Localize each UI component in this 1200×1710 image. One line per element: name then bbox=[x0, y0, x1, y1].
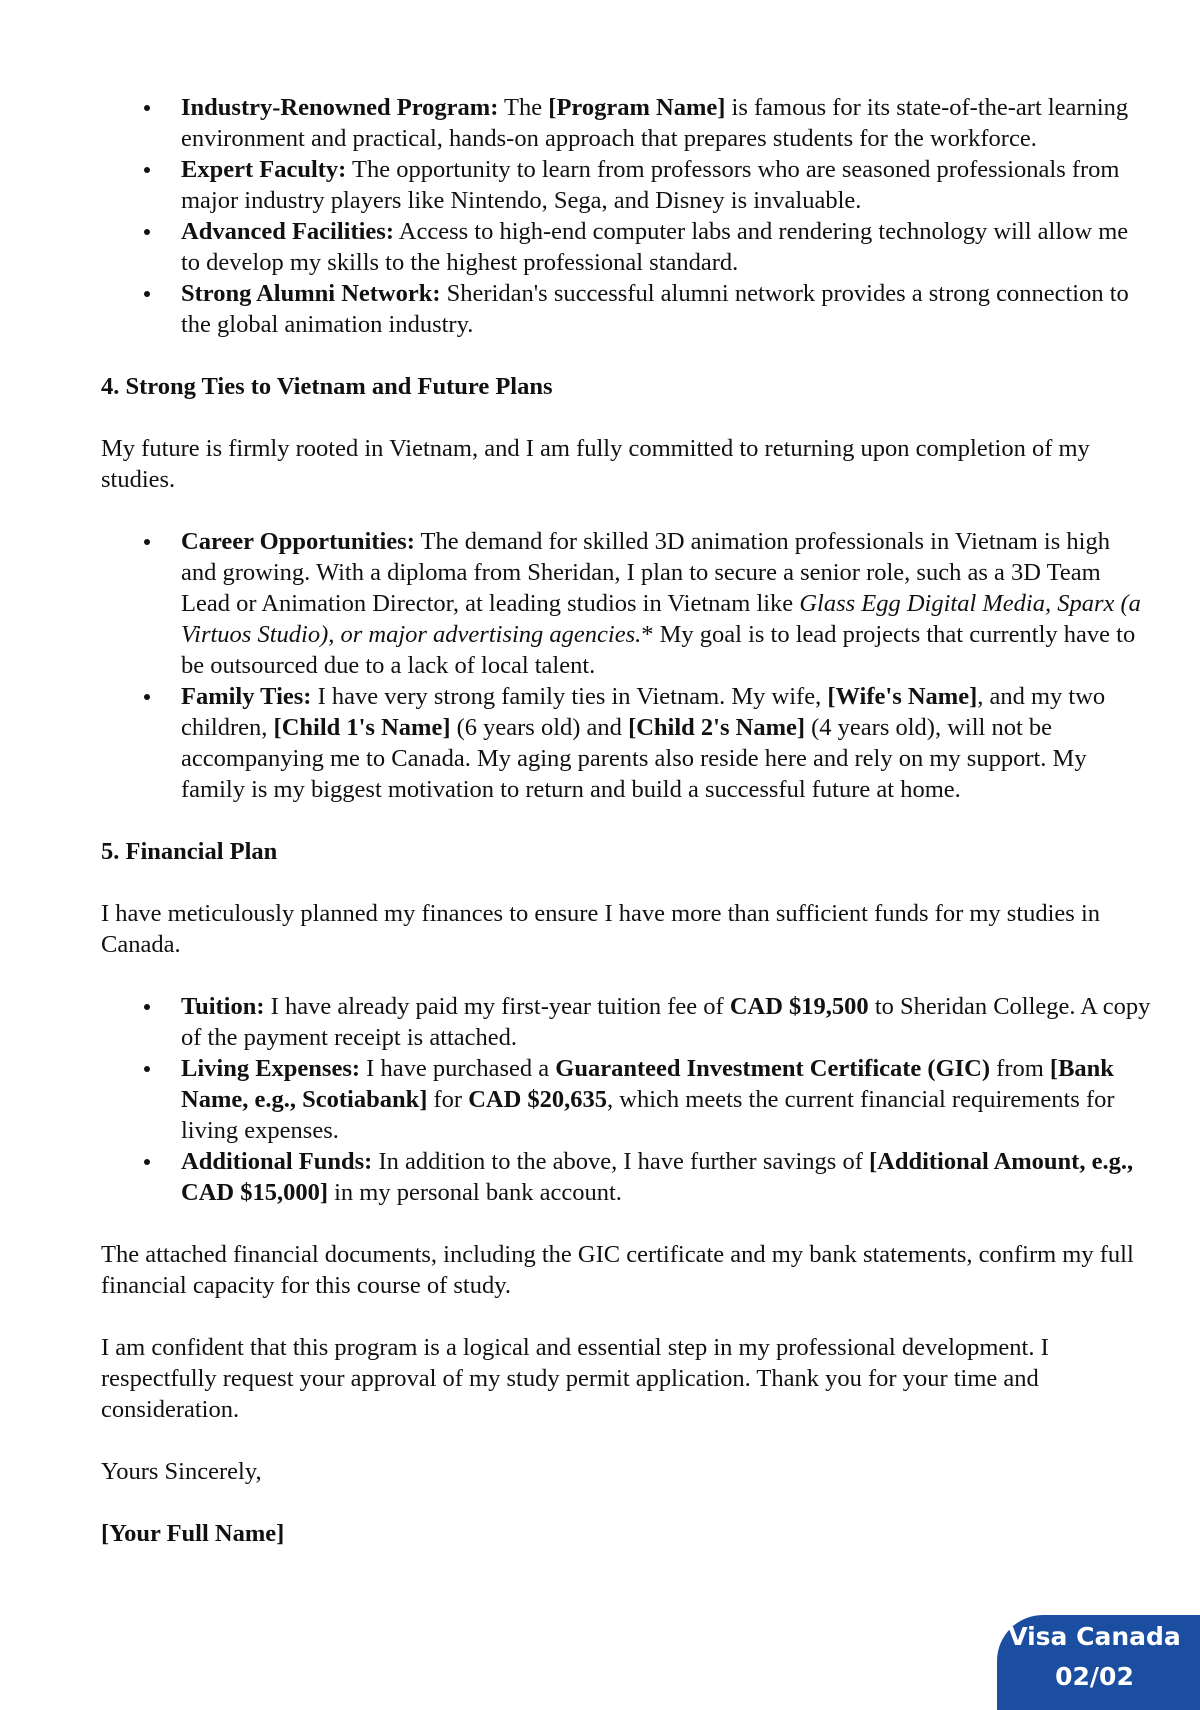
section-intro-financial: I have meticulously planned my finances to ensure I have more than sufficient funds for my studies in Canada. bbox=[101, 900, 1101, 958]
section-heading-ties: 4. Strong Ties to Vietnam and Future Plans bbox=[101, 373, 553, 400]
signature-name: [Your Full Name] bbox=[101, 1520, 285, 1547]
badge-title: Visa Canada bbox=[1008, 1622, 1181, 1651]
list-item-program: Industry-Renowned Program: The [Program Name] is famous for its state-of-the-art learning environment and practical, hands-on approach that prepares students for the workforce. bbox=[181, 92, 1151, 154]
item-label: Career Opportunities: bbox=[181, 528, 415, 555]
visa-canada-page-badge bbox=[997, 1615, 1200, 1710]
list-item-additional: Additional Funds: In addition to the above, I have further savings of [Additional Amount, e.g., CAD $15,000] in my personal bank account. bbox=[181, 1146, 1151, 1208]
letter-page bbox=[101, 92, 1151, 1549]
salutation: Yours Sincerely, bbox=[101, 1458, 262, 1485]
list-item-alumni: Strong Alumni Network: Sheridan's successful alumni network provides a strong connection to the global animation industry. bbox=[181, 278, 1151, 340]
list-item-facilities: Advanced Facilities: Access to high-end computer labs and rendering technology will allow me to develop my skills to the highest professional standard. bbox=[181, 216, 1151, 278]
badge-page-number: 02/02 bbox=[1055, 1662, 1134, 1691]
item-label: Living Expenses: bbox=[181, 1055, 361, 1082]
section-intro-ties: My future is firmly rooted in Vietnam, and I am fully committed to returning upon completion of my studies. bbox=[101, 435, 1090, 493]
list-item-living: Living Expenses: I have purchased a Guaranteed Investment Certificate (GIC) from [Bank Name, e.g., Scotiabank] for CAD $20,635, which meets the current financial requirements for living expenses. bbox=[181, 1053, 1151, 1146]
financial-list bbox=[101, 991, 1151, 1208]
list-item-family: Family Ties: I have very strong family ties in Vietnam. My wife, [Wife's Name], and my two children, [Child 1's Name] (6 years old) and [Child 2's Name] (4 years old), will not be accompanying me to Canada. My aging parents also reside here and rely on my support. My family is my biggest motivation to return and build a successful future at home. bbox=[181, 681, 1151, 805]
item-label: Additional Funds: bbox=[181, 1148, 373, 1175]
item-label: Family Ties: bbox=[181, 683, 312, 710]
list-item-tuition: Tuition: I have already paid my first-year tuition fee of CAD $19,500 to Sheridan College. A copy of the payment receipt is attached. bbox=[181, 993, 1151, 1051]
item-label: Tuition: bbox=[181, 993, 265, 1020]
item-label: Advanced Facilities: bbox=[181, 218, 394, 245]
closing-paragraph-documents: The attached financial documents, including the GIC certificate and my bank statements, confirm my full financial capacity for this course of study. bbox=[101, 1241, 1134, 1299]
item-label: Industry-Renowned Program: bbox=[181, 94, 499, 121]
ties-list bbox=[101, 526, 1151, 805]
item-label: Strong Alumni Network: bbox=[181, 280, 441, 307]
closing-paragraph-request: I am confident that this program is a logical and essential step in my professional development. I respectfully request your approval of my study permit application. Thank you for your time and consideration. bbox=[101, 1334, 1049, 1423]
program-reasons-list bbox=[101, 92, 1151, 340]
item-label: Expert Faculty: bbox=[181, 156, 347, 183]
section-heading-financial: 5. Financial Plan bbox=[101, 838, 278, 865]
list-item-career: Career Opportunities: The demand for skilled 3D animation professionals in Vietnam is high and growing. With a diploma from Sheridan, I plan to secure a senior role, such as a 3D Team Lead or Animation Director, at leading studios in Vietnam like Glass Egg Digital Media, Sparx (a Virtuos Studio), or major advertising agencies.* My goal is to lead projects that currently have to be outsourced due to a lack of local talent. bbox=[181, 526, 1151, 681]
list-item-faculty: Expert Faculty: The opportunity to learn from professors who are seasoned professionals from major industry players like Nintendo, Sega, and Disney is invaluable. bbox=[181, 154, 1151, 216]
